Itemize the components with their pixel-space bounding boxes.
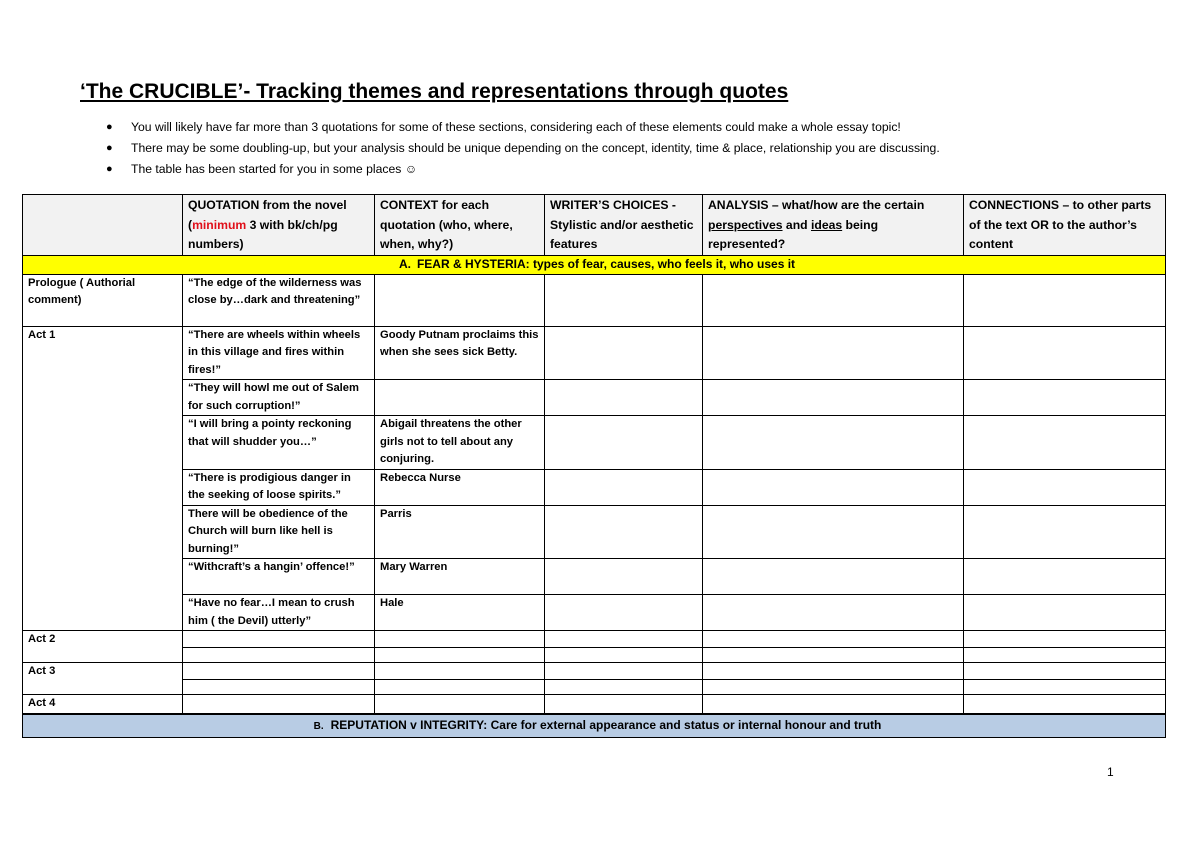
quote-cell: “There are wheels within wheels in this village and fires within fires!” — [183, 326, 375, 380]
connections-cell — [964, 505, 1166, 559]
choices-cell — [545, 416, 703, 470]
context-cell: Goody Putnam proclaims this when she sees sick Betty. — [375, 326, 545, 380]
table-row — [23, 631, 1166, 648]
quote-cell: “They will howl me out of Salem for such corruption!” — [183, 380, 375, 416]
row-label: Act 1 — [23, 326, 183, 631]
connections-cell — [964, 326, 1166, 380]
quote-tracking-table — [22, 194, 1166, 738]
table-row — [23, 559, 1166, 595]
choices-cell — [545, 274, 703, 326]
quote-cell: “Have no fear…I mean to crush him ( the Devil) utterly” — [183, 595, 375, 631]
table-header-row — [23, 195, 1166, 256]
bullet-text: The table has been started for you in some places ☺ — [131, 162, 418, 176]
quote-cell: “The edge of the wilderness was close by…dark and threatening” — [183, 274, 375, 326]
list-item — [100, 119, 1150, 140]
quote-cell: “Withcraft’s a hangin’ offence!” — [183, 559, 375, 595]
analysis-cell — [703, 274, 964, 326]
analysis-cell — [703, 469, 964, 505]
table-row — [23, 326, 1166, 380]
table-row — [23, 695, 1166, 714]
header-analysis: ANALYSIS – what/how are the certain perspectives and ideas being represented? — [703, 195, 964, 256]
analysis-cell — [703, 416, 964, 470]
section-b-row — [23, 714, 1166, 738]
bullet-icon: ● — [106, 121, 113, 133]
section-a-heading: A. FEAR & HYSTERIA: types of fear, causes, who feels it, who uses it — [23, 256, 1166, 275]
choices-cell — [545, 380, 703, 416]
choices-cell — [545, 559, 703, 595]
table-row — [23, 274, 1166, 326]
table-row — [23, 663, 1166, 680]
context-cell: Hale — [375, 595, 545, 631]
row-label: Act 3 — [23, 663, 183, 695]
table-row — [23, 648, 1166, 663]
row-label: Act 2 — [23, 631, 183, 663]
connections-cell — [964, 416, 1166, 470]
table-row — [23, 469, 1166, 505]
choices-cell — [545, 505, 703, 559]
header-writers-choices: WRITER’S CHOICES -Stylistic and/or aesthetic features — [545, 195, 703, 256]
header-connections: CONNECTIONS – to other parts of the text OR to the author’s content — [964, 195, 1166, 256]
connections-cell — [964, 595, 1166, 631]
context-cell — [375, 274, 545, 326]
section-a-row — [23, 256, 1166, 275]
analysis-cell — [703, 326, 964, 380]
header-context: CONTEXT for each quotation (who, where, when, why?) — [375, 195, 545, 256]
context-cell — [375, 380, 545, 416]
connections-cell — [964, 469, 1166, 505]
document-title: ‘The CRUCIBLE’- Tracking themes and representations through quotes — [80, 80, 789, 103]
analysis-cell — [703, 380, 964, 416]
row-label: Prologue ( Authorial comment) — [23, 274, 183, 326]
connections-cell — [964, 274, 1166, 326]
analysis-cell — [703, 505, 964, 559]
table-row — [23, 680, 1166, 695]
choices-cell — [545, 595, 703, 631]
connections-cell — [964, 559, 1166, 595]
context-cell: Parris — [375, 505, 545, 559]
bullet-text: There may be some doubling-up, but your analysis should be unique depending on the concept, identity, time & place, relationship you are discussing. — [131, 141, 940, 155]
context-cell: Mary Warren — [375, 559, 545, 595]
choices-cell — [545, 326, 703, 380]
context-cell: Rebecca Nurse — [375, 469, 545, 505]
minimum-highlight: minimum — [192, 217, 247, 232]
bullet-icon: ● — [106, 163, 113, 175]
context-cell: Abigail threatens the other girls not to tell about any conjuring. — [375, 416, 545, 470]
bullet-text: You will likely have far more than 3 quotations for some of these sections, considering each of these elements could make a whole essay topic! — [131, 120, 901, 134]
quote-cell: “I will bring a pointy reckoning that will shudder you…” — [183, 416, 375, 470]
quote-cell: There will be obedience of the Church will burn like hell is burning!” — [183, 505, 375, 559]
connections-cell — [964, 380, 1166, 416]
header-quotation: QUOTATION from the novel (minimum 3 with bk/ch/pg numbers) — [183, 195, 375, 256]
page-number: 1 — [1107, 765, 1114, 779]
instruction-list — [100, 119, 1150, 182]
choices-cell — [545, 469, 703, 505]
table-row — [23, 595, 1166, 631]
list-item — [100, 140, 1150, 161]
row-label: Act 4 — [23, 695, 183, 714]
table-row — [23, 380, 1166, 416]
quote-cell: “There is prodigious danger in the seeking of loose spirits.” — [183, 469, 375, 505]
bullet-icon: ● — [106, 142, 113, 154]
header-blank-cell — [23, 195, 183, 256]
section-b-heading: B. REPUTATION v INTEGRITY: Care for external appearance and status or internal honour and truth — [23, 714, 1166, 738]
list-item — [100, 161, 1150, 182]
table-row — [23, 505, 1166, 559]
analysis-cell — [703, 595, 964, 631]
table-row — [23, 416, 1166, 470]
analysis-cell — [703, 559, 964, 595]
